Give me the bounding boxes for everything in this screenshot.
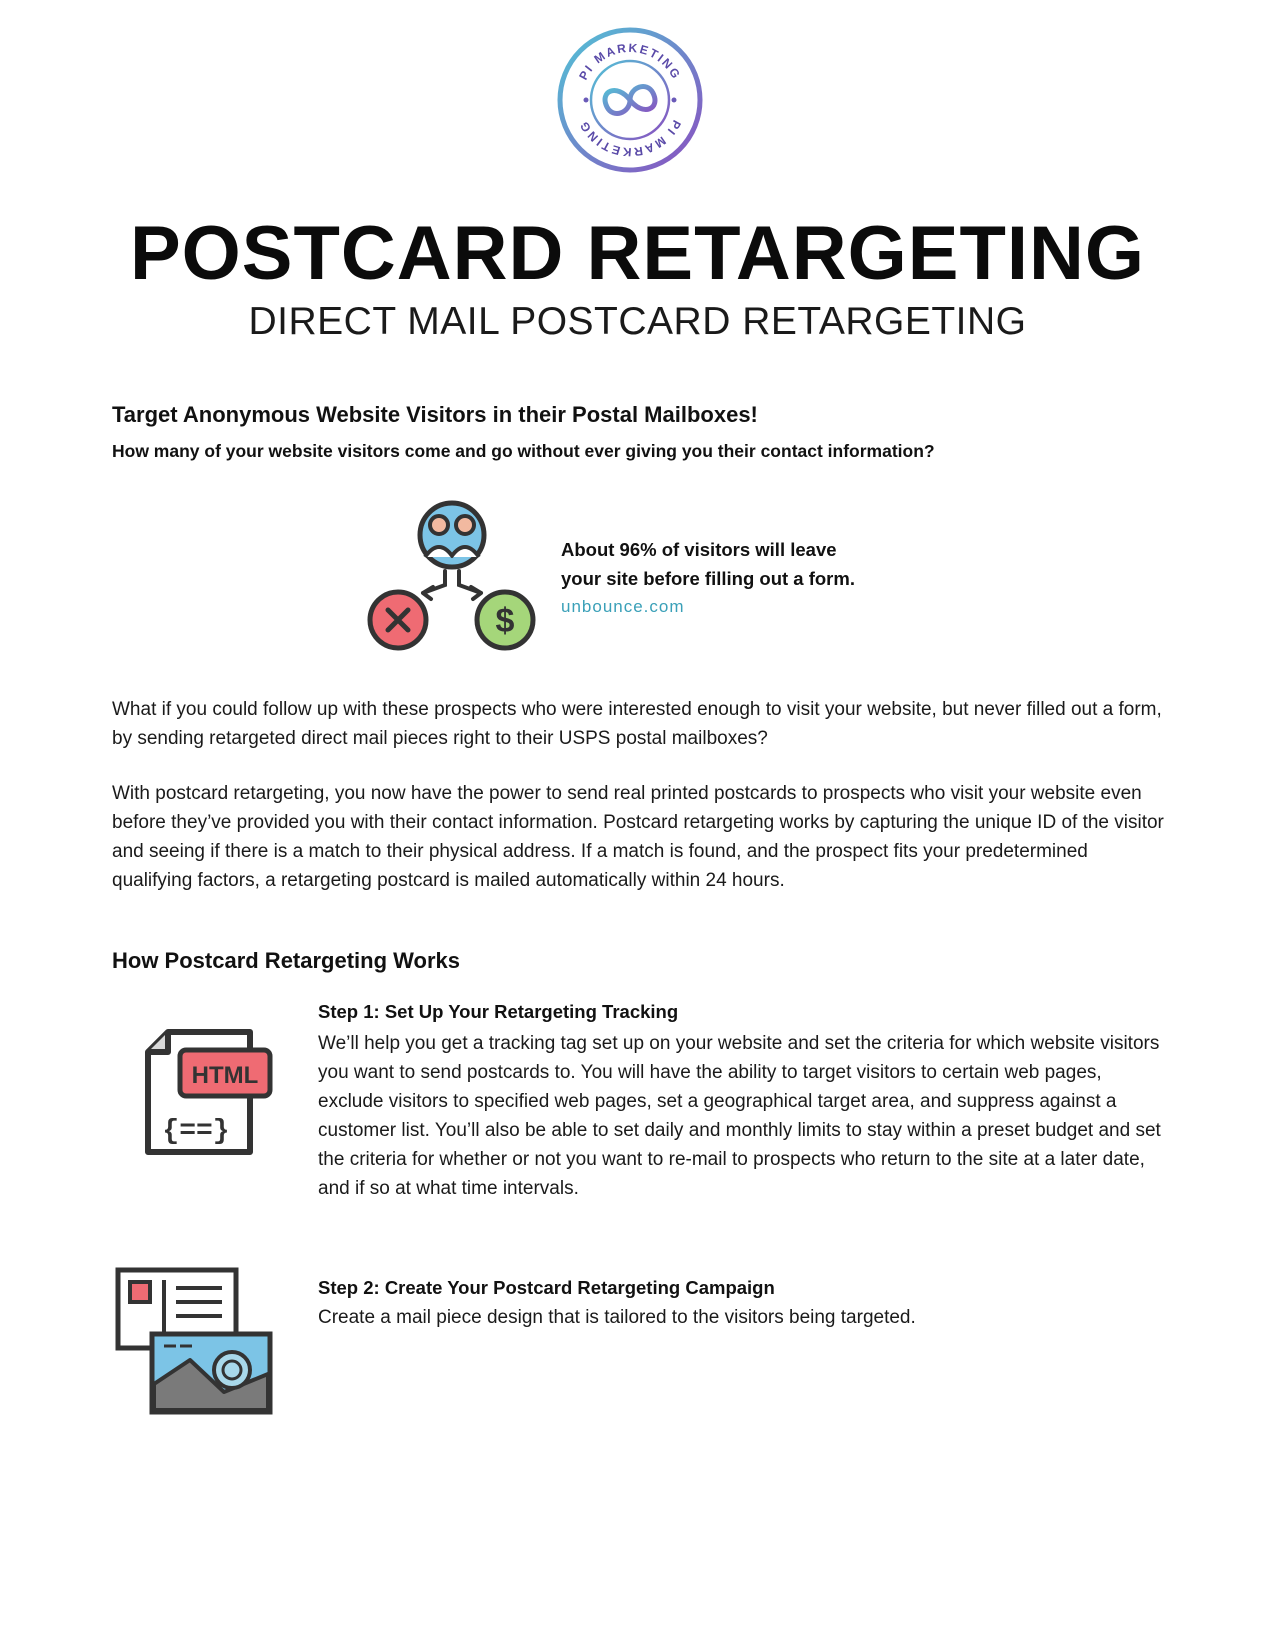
stat-source-link[interactable]: unbounce.com xyxy=(561,597,685,616)
step-1-body: We’ll help you get a tracking tag set up on your website and set the criteria for which website visitors you want to send postcards to. You will have the ability to target visitors to certain web pages, exclude visitors to specified web pages, set a geographical target area, and suppress against a customer list. You’ll also be able to set daily and monthly limits to stay within a preset budget and set the criteria for whether or not you want to re-mail to prospects who return to the site at a later date, and if so at what time intervals. xyxy=(318,1033,1161,1199)
page-subtitle: DIRECT MAIL POSTCARD RETARGETING xyxy=(248,300,1027,343)
intro-heading: Target Anonymous Website Visitors in their Postal Mailboxes! xyxy=(112,402,758,427)
paragraph-follow-up: What if you could follow up with these prospects who were interested enough to visit your website, but never filled out a form, by sending retargeted direct mail pieces right to their USPS postal mailboxes? xyxy=(112,699,1162,749)
step-1-title: Step 1: Set Up Your Retargeting Tracking xyxy=(318,1001,679,1022)
page-title: POSTCARD RETARGETING xyxy=(129,211,1146,296)
stat-line-2: your site before filling out a form. xyxy=(561,568,855,589)
html-file-icon xyxy=(138,1022,298,1182)
logo-bottom-text: PI MARKETING xyxy=(576,117,684,160)
how-it-works-heading: How Postcard Retargeting Works xyxy=(112,948,460,973)
stat-line-1: About 96% of visitors will leave xyxy=(561,539,837,560)
step-2-body: Create a mail piece design that is tailored to the visitors being targeted. xyxy=(318,1307,916,1328)
pi-marketing-logo xyxy=(555,25,705,175)
html-label: HTML xyxy=(191,1062,259,1089)
postcard-icon xyxy=(112,1262,282,1422)
logo-top-text: PI MARKETING xyxy=(576,40,684,83)
step-2-title: Step 2: Create Your Postcard Retargeting Campaign xyxy=(318,1277,775,1298)
visitors-decision-icon xyxy=(365,495,540,665)
intro-question: How many of your website visitors come and go without ever giving you their contact information? xyxy=(112,441,935,461)
code-braces: {==} xyxy=(162,1116,230,1147)
paragraph-postcard-retargeting: With postcard retargeting, you now have the power to send real printed postcards to prospects who visit your website even before they’ve provided you with their contact information. Postcard retargeting works by capturing the unique ID of the visitor and seeing if there is a match to their physical address. If a match is found, and the prospect fits your predetermined qualifying factors, a retargeting postcard is mailed automatically within 24 hours. xyxy=(112,783,1164,891)
stat-text xyxy=(561,535,855,593)
svg-text:$: $ xyxy=(495,602,515,640)
